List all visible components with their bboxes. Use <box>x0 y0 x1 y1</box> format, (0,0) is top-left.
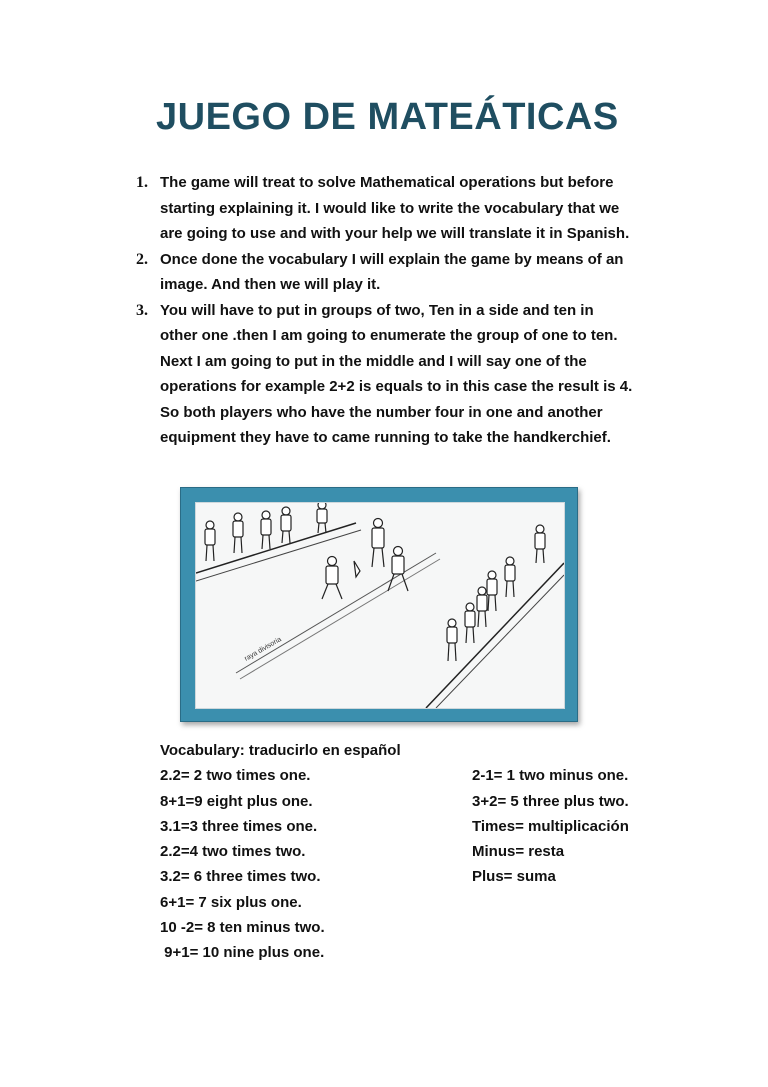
list-item <box>136 298 676 451</box>
list-number: 2. <box>136 250 148 268</box>
text-line: starting explaining it. I would like to write the vocabulary that we <box>160 199 620 217</box>
player-figure <box>505 557 515 597</box>
vocab-left: 3.1=3 three times one. <box>160 817 318 835</box>
player-figure <box>372 519 384 568</box>
vocab-row <box>160 839 680 864</box>
vocab-right: Minus= resta <box>472 843 565 861</box>
player-figure <box>281 507 291 543</box>
text-line: So both players who have the number four in one and another <box>160 403 603 421</box>
vocab-left: 9+1= 10 nine plus one. <box>160 944 325 962</box>
vocab-right: Times= multiplicación <box>472 817 629 835</box>
text-line: Once done the vocabulary I will explain the game by means of an <box>160 250 624 268</box>
player-figure <box>205 521 215 561</box>
instructions-list <box>136 170 676 451</box>
list-number: 3. <box>136 301 148 319</box>
list-item <box>136 247 676 298</box>
right-team <box>447 525 545 661</box>
text-line: Next I am going to put in the middle and I will say one of the <box>160 352 587 370</box>
vocab-row <box>160 940 680 965</box>
page-title: JUEGO DE MATEÁTICAS <box>156 96 619 138</box>
vocab-right: 3+2= 5 three plus two. <box>472 792 629 810</box>
player-figure <box>322 557 342 600</box>
vocab-left: 2.2= 2 two times one. <box>160 767 311 785</box>
left-team <box>205 503 327 561</box>
vocab-left: 10 -2= 8 ten minus two. <box>160 919 325 937</box>
vocab-row <box>160 738 680 763</box>
vocab-row <box>160 789 680 814</box>
player-figure <box>535 525 545 563</box>
vocab-row <box>160 890 680 915</box>
vocab-left: 2.2=4 two times two. <box>160 843 306 861</box>
player-figure <box>465 603 475 643</box>
vocab-right: Plus= suma <box>472 868 556 886</box>
vocab-left: 8+1=9 eight plus one. <box>160 792 313 810</box>
line-label: raya divisoria <box>243 636 283 663</box>
text-line: The game will treat to solve Mathematical operations but before <box>160 174 614 191</box>
player-figure <box>261 511 271 549</box>
text-line: other one .then I am going to enumerate the group of one to ten. <box>160 327 618 344</box>
game-illustration <box>195 502 565 709</box>
handkerchief <box>354 561 360 577</box>
vocab-right: 2-1= 1 two minus one. <box>472 767 629 785</box>
text-line: equipment they have to came running to take the handkerchief. <box>160 429 611 446</box>
vocab-row <box>160 915 680 940</box>
text-line: are going to use and with your help we will translate it in Spanish. <box>160 225 630 242</box>
vocab-left: 3.2= 6 three times two. <box>160 868 321 886</box>
player-figure <box>487 571 497 611</box>
vocab-row <box>160 814 680 839</box>
text-line: You will have to put in groups of two, Ten in a side and ten in <box>160 301 594 319</box>
text-line: operations for example 2+2 is equals to in this case the result is 4. <box>160 378 633 395</box>
center-players <box>322 519 408 600</box>
player-figure <box>317 503 327 533</box>
list-item <box>136 170 676 247</box>
illustration-frame <box>180 487 578 722</box>
dividing-line-2 <box>240 559 440 679</box>
player-figure <box>447 619 457 661</box>
players-drawing <box>196 503 564 708</box>
vocab-left: 6+1= 7 six plus one. <box>160 893 302 911</box>
player-figure <box>477 587 487 627</box>
vocab-row <box>160 763 680 788</box>
vocab-row <box>160 864 680 889</box>
vocabulary-header: Vocabulary: traducirlo en español <box>160 742 401 759</box>
list-number: 1. <box>136 174 148 191</box>
vocabulary-section <box>160 738 680 966</box>
text-line: image. And then we will play it. <box>160 276 381 293</box>
player-figure <box>233 513 243 553</box>
